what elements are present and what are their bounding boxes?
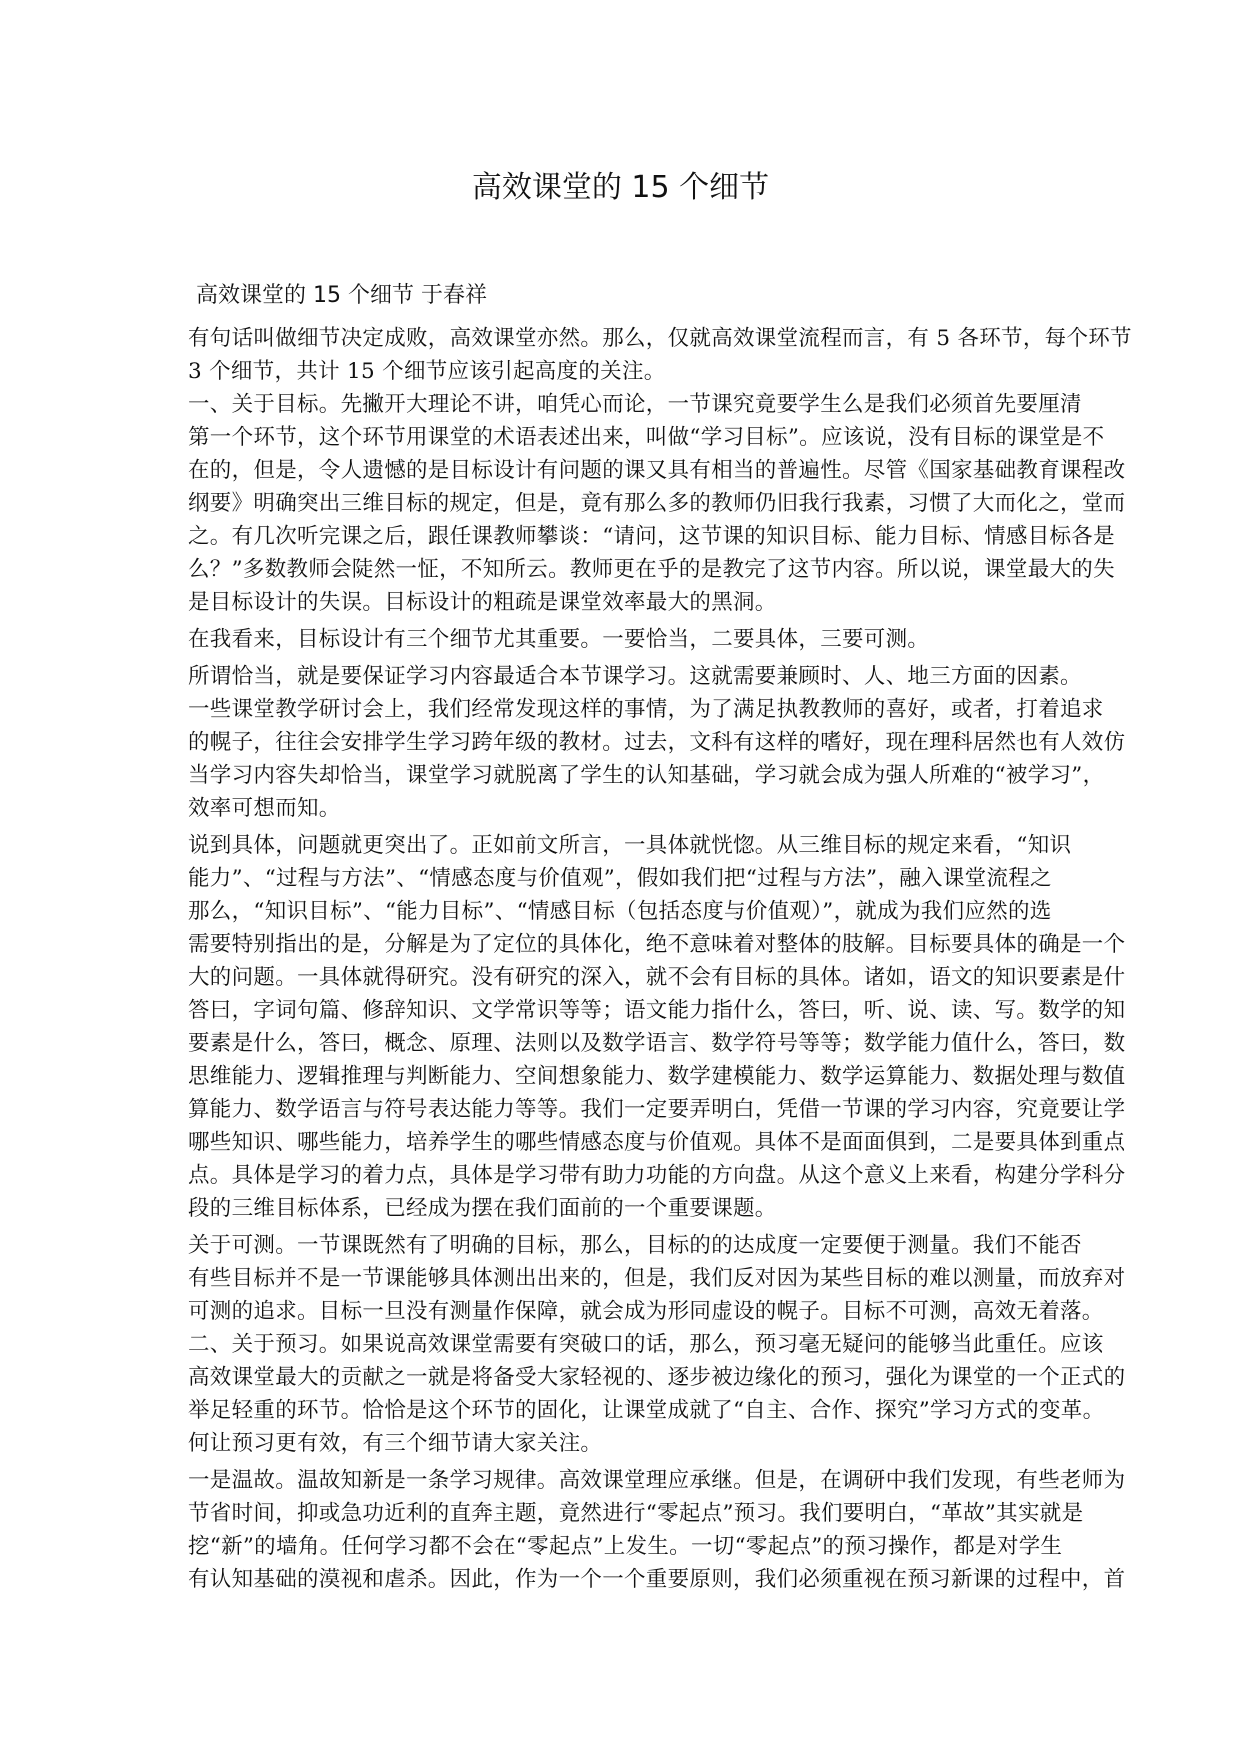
- document-title: 高效课堂的 15 个细节: [471, 170, 770, 205]
- body-line: 举足轻重的环节。恰恰是这个环节的固化，让课堂成就了“自主、合作、探究”学习方式的变革。: [188, 1398, 1105, 1423]
- body-line: 在我看来，目标设计有三个细节尤其重要。一要恰当，二要具体，三要可测。: [188, 627, 930, 652]
- body-line: 有些目标并不是一节课能够具体测出出来的，但是，我们反对因为某些目标的难以测量，而放弃对: [188, 1266, 1126, 1291]
- body-line: 需要特别指出的是，分解是为了定位的具体化，绝不意味着对整体的肢解。目标要具体的确是一个: [188, 932, 1126, 957]
- body-line: 哪些知识、哪些能力，培养学生的哪些情感态度与价值观。具体不是面面俱到，二是要具体到重点: [188, 1130, 1126, 1155]
- body-line: 第一个环节，这个环节用课堂的术语表述出来，叫做“学习目标”。应该说，没有目标的课堂是不: [188, 425, 1105, 450]
- body-line: 大的问题。一具体就得研究。没有研究的深入，就不会有目标的具体。诸如，语文的知识要素是什: [188, 965, 1126, 990]
- body-line: 么？”多数教师会陡然一怔，不知所云。教师更在乎的是教完了这节内容。所以说，课堂最大的失: [188, 557, 1115, 582]
- body-line: 有句话叫做细节决定成败，高效课堂亦然。那么，仅就高效课堂流程而言，有 5 各环节，每个环节: [188, 326, 1132, 351]
- body-line: 点。具体是学习的着力点，具体是学习带有助力功能的方向盘。从这个意义上来看，构建分学科分: [188, 1163, 1126, 1188]
- body-line: 3 个细节，共计 15 个细节应该引起高度的关注。: [188, 359, 666, 384]
- body-line: 关于可测。一节课既然有了明确的目标，那么，目标的的达成度一定要便于测量。我们不能否: [188, 1233, 1082, 1258]
- body-line: 当学习内容失却恰当，课堂学习就脱离了学生的认知基础，学习就会成为强人所难的“被学习”，: [188, 763, 1105, 788]
- document-subtitle: 高效课堂的 15 个细节 于春祥: [196, 283, 487, 308]
- body-line: 何让预习更有效，有三个细节请大家关注。: [188, 1431, 603, 1456]
- body-line: 效率可想而知。: [188, 796, 341, 821]
- body-line: 那么，“知识目标”、“能力目标”、“情感目标（包括态度与价值观）”，就成为我们应然的选: [188, 899, 1052, 924]
- body-line: 要素是什么，答曰，概念、原理、法则以及数学语言、数学符号等等；数学能力值什么，答曰，数: [188, 1031, 1126, 1056]
- body-line: 所谓恰当，就是要保证学习内容最适合本节课学习。这就需要兼顾时、人、地三方面的因素。: [188, 664, 1082, 689]
- body-line: 思维能力、逻辑推理与判断能力、空间想象能力、数学建模能力、数学运算能力、数据处理与数值: [188, 1064, 1126, 1089]
- body-line: 段的三维目标体系，已经成为摆在我们面前的一个重要课题。: [188, 1196, 777, 1221]
- body-line: 的幌子，往往会安排学生学习跨年级的教材。过去，文科有这样的嗜好，现在理科居然也有人效仿: [188, 730, 1126, 755]
- body-line: 高效课堂最大的贡献之一就是将备受大家轻视的、逐步被边缘化的预习，强化为课堂的一个正式的: [188, 1365, 1126, 1390]
- body-line: 可测的追求。目标一旦没有测量作保障，就会成为形同虚设的幌子。目标不可测，高效无着落。: [188, 1299, 1104, 1324]
- document-body: [188, 322, 1241, 1596]
- body-line: 有认知基础的漠视和虐杀。因此，作为一个一个重要原则，我们必须重视在预习新课的过程中，首: [188, 1567, 1126, 1592]
- body-line: 算能力、数学语言与符号表达能力等等。我们一定要弄明白，凭借一节课的学习内容，究竟要让学: [188, 1097, 1126, 1122]
- body-line: 在的，但是，令人遗憾的是目标设计有问题的课又具有相当的普遍性。尽管《国家基础教育课程改: [188, 458, 1126, 483]
- body-line: 说到具体，问题就更突出了。正如前文所言，一具体就恍惚。从三维目标的规定来看，“知识: [188, 833, 1072, 858]
- body-line: 挖“新”的墙角。任何学习都不会在“零起点”上发生。一切“零起点”的预习操作，都是对学生: [188, 1534, 1063, 1559]
- body-line: 能力”、“过程与方法”、“情感态度与价值观”，假如我们把“过程与方法”，融入课堂流程之: [188, 866, 1052, 891]
- body-line: 一些课堂教学研讨会上，我们经常发现这样的事情，为了满足执教教师的喜好，或者，打着追求: [188, 697, 1104, 722]
- body-line: 纲要》明确突出三维目标的规定，但是，竟有那么多的教师仍旧我行我素，习惯了大而化之，堂而: [188, 491, 1126, 516]
- body-line: 答曰，字词句篇、修辞知识、文学常识等等；语文能力指什么，答曰，听、说、读、写。数学的知: [188, 998, 1126, 1023]
- body-line: 节省时间，抑或急功近利的直奔主题，竟然进行“零起点”预习。我们要明白，“革故”其实就是: [188, 1501, 1084, 1526]
- body-line: 一、关于目标。先撇开大理论不讲，咱凭心而论，一节课究竟要学生么是我们必须首先要厘清: [188, 392, 1082, 417]
- body-line: 一是温故。温故知新是一条学习规律。高效课堂理应承继。但是，在调研中我们发现，有些老师为: [188, 1468, 1126, 1493]
- body-line: 二、关于预习。如果说高效课堂需要有突破口的话，那么，预习毫无疑问的能够当此重任。应该: [188, 1332, 1104, 1357]
- body-line: 是目标设计的失误。目标设计的粗疏是课堂效率最大的黑洞。: [188, 590, 777, 615]
- body-line: 之。有几次听完课之后，跟任课教师攀谈：“请问，这节课的知识目标、能力目标、情感目标各是: [188, 524, 1115, 549]
